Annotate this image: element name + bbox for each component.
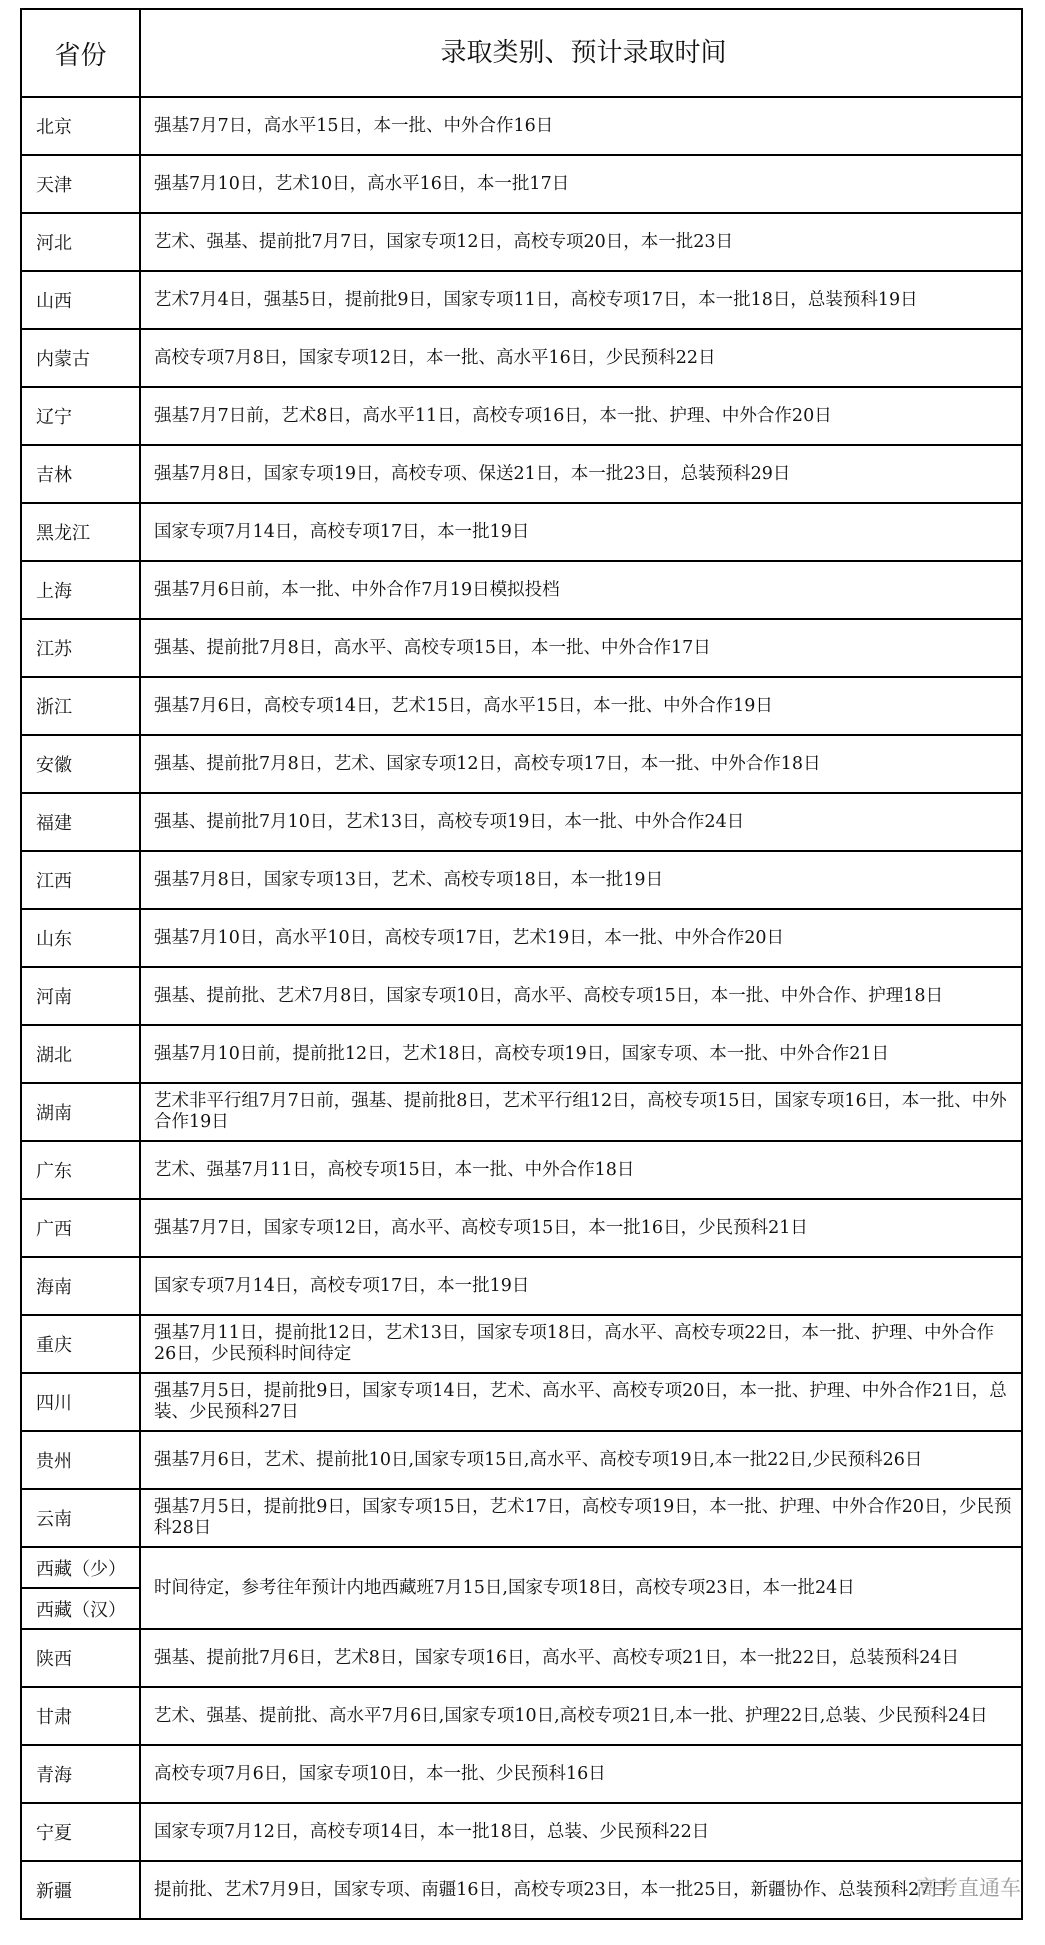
province-cell: 河北	[22, 214, 141, 270]
table-row	[22, 1372, 1021, 1430]
schedule-cell: 强基7月10日，高水平10日，高校专项17日，艺术19日，本一批、中外合作20日	[154, 927, 784, 948]
province-cell: 吉林	[22, 446, 141, 502]
schedule-cell: 强基7月6日前，本一批、中外合作7月19日模拟投档	[154, 579, 560, 600]
schedule-cell: 强基、提前批、艺术7月8日，国家专项10日，高水平、高校专项15日，本一批、中外合作、护理18日	[154, 985, 944, 1006]
schedule-cell: 国家专项7月12日，高校专项14日，本一批18日，总装、少民预科22日	[154, 1821, 710, 1842]
table-row	[22, 792, 1021, 850]
schedule-cell: 提前批、艺术7月9日，国家专项、南疆16日，高校专项23日，本一批25日，新疆协作、总装预科27日	[154, 1879, 948, 1900]
province-cell: 贵州	[22, 1432, 141, 1488]
province-cell: 山东	[22, 910, 141, 966]
schedule-cell: 高校专项7月8日，国家专项12日，本一批、高水平16日，少民预科22日	[154, 347, 716, 368]
table-row	[22, 444, 1021, 502]
table-row	[22, 1628, 1021, 1686]
header-province: 省份	[22, 10, 141, 96]
schedule-cell: 强基、提前批7月10日，艺术13日，高校专项19日，本一批、中外合作24日	[154, 811, 745, 832]
watermark: 高考直通车	[916, 1876, 1021, 1900]
schedule-cell: 强基7月8日，国家专项13日，艺术、高校专项18日，本一批19日	[154, 869, 664, 890]
schedule-cell: 强基7月7日，高水平15日，本一批、中外合作16日	[154, 115, 554, 136]
province-cell: 四川	[22, 1374, 141, 1430]
schedule-cell: 强基、提前批7月6日，艺术8日，国家专项16日，高水平、高校专项21日，本一批22日，总装预科24日	[154, 1647, 959, 1668]
table-row	[22, 1082, 1021, 1140]
province-cell: 宁夏	[22, 1804, 141, 1860]
table-row	[22, 270, 1021, 328]
schedule-cell: 艺术非平行组7月7日前，强基、提前批8日，艺术平行组12日，高校专项15日，国家专项16日，本一批、中外合作19日	[154, 1091, 1007, 1132]
province-cell: 江西	[22, 852, 141, 908]
table-row	[22, 1686, 1021, 1744]
table-row	[22, 1314, 1021, 1372]
province-tibet-han: 西藏（汉）	[22, 1587, 139, 1628]
schedule-cell: 强基7月6日，高校专项14日，艺术15日，高水平15日，本一批、中外合作19日	[154, 695, 773, 716]
table-row	[22, 386, 1021, 444]
table-row	[22, 1860, 1021, 1918]
table-row	[22, 676, 1021, 734]
province-cell: 上海	[22, 562, 141, 618]
table-row	[22, 618, 1021, 676]
schedule-cell: 艺术、强基、提前批7月7日，国家专项12日，高校专项20日，本一批23日	[154, 231, 734, 252]
table-row	[22, 734, 1021, 792]
schedule-cell: 时间待定，参考往年预计内地西藏班7月15日,国家专项18日，高校专项23日，本一批24日	[154, 1577, 855, 1598]
table-row	[22, 1488, 1021, 1546]
schedule-cell: 艺术、强基7月11日，高校专项15日，本一批、中外合作18日	[154, 1159, 635, 1180]
table-row	[22, 1744, 1021, 1802]
schedule-cell: 强基7月6日，艺术、提前批10日,国家专项15日,高水平、高校专项19日,本一批22日,少民预科26日	[154, 1449, 923, 1470]
table-row	[22, 1140, 1021, 1198]
table-row	[22, 1024, 1021, 1082]
province-cell: 北京	[22, 98, 141, 154]
province-cell: 湖北	[22, 1026, 141, 1082]
province-cell: 云南	[22, 1490, 141, 1546]
schedule-cell: 强基7月5日，提前批9日，国家专项15日，艺术17日，高校专项19日，本一批、护理、中外合作20日，少民预科28日	[154, 1497, 1012, 1538]
province-cell: 山西	[22, 272, 141, 328]
schedule-cell: 强基7月7日前，艺术8日，高水平11日，高校专项16日，本一批、护理、中外合作20日	[154, 405, 832, 426]
schedule-cell: 强基7月10日，艺术10日，高水平16日，本一批17日	[154, 173, 570, 194]
table-row	[22, 212, 1021, 270]
province-cell: 湖南	[22, 1084, 141, 1140]
schedule-cell: 强基7月10日前，提前批12日，艺术18日，高校专项19日，国家专项、本一批、中外合作21日	[154, 1043, 889, 1064]
province-cell: 浙江	[22, 678, 141, 734]
table-header	[22, 10, 1021, 96]
schedule-cell: 国家专项7月14日，高校专项17日，本一批19日	[154, 521, 530, 542]
table-row	[22, 1256, 1021, 1314]
schedule-cell: 高校专项7月6日，国家专项10日，本一批、少民预科16日	[154, 1763, 606, 1784]
province-cell: 青海	[22, 1746, 141, 1802]
schedule-cell: 强基7月5日，提前批9日，国家专项14日，艺术、高水平、高校专项20日，本一批、护理、中外合作21日，总装、少民预科27日	[154, 1381, 1007, 1422]
province-tibet-minority: 西藏（少）	[36, 1558, 126, 1580]
province-cell: 安徽	[22, 736, 141, 792]
schedule-cell: 国家专项7月14日，高校专项17日，本一批19日	[154, 1275, 530, 1296]
table-row	[22, 96, 1021, 154]
table-row	[22, 850, 1021, 908]
schedule-cell: 强基7月8日，国家专项19日，高校专项、保送21日，本一批23日，总装预科29日	[154, 463, 791, 484]
province-cell: 陕西	[22, 1630, 141, 1686]
province-cell: 甘肃	[22, 1688, 141, 1744]
table-row	[22, 154, 1021, 212]
schedule-cell: 艺术7月4日，强基5日，提前批9日，国家专项11日，高校专项17日，本一批18日，总装预科19日	[154, 289, 918, 310]
province-cell	[22, 1548, 141, 1628]
province-cell: 河南	[22, 968, 141, 1024]
schedule-cell: 强基7月7日，国家专项12日，高水平、高校专项15日，本一批16日，少民预科21日	[154, 1217, 808, 1238]
province-cell: 广西	[22, 1200, 141, 1256]
province-cell: 广东	[22, 1142, 141, 1198]
schedule-cell: 强基、提前批7月8日，艺术、国家专项12日，高校专项17日，本一批、中外合作18日	[154, 753, 821, 774]
province-cell: 新疆	[22, 1862, 141, 1918]
table-row-tibet	[22, 1546, 1021, 1628]
table-row	[22, 908, 1021, 966]
table-row	[22, 1802, 1021, 1860]
province-cell: 辽宁	[22, 388, 141, 444]
schedule-cell: 艺术、强基、提前批、高水平7月6日,国家专项10日,高校专项21日,本一批、护理22日,总装、少民预科24日	[154, 1705, 988, 1726]
table-row	[22, 328, 1021, 386]
schedule-cell: 强基、提前批7月8日，高水平、高校专项15日，本一批、中外合作17日	[154, 637, 711, 658]
admission-schedule-table	[20, 8, 1023, 1920]
header-info: 录取类别、预计录取时间	[440, 37, 727, 68]
province-cell: 重庆	[22, 1316, 141, 1372]
table-row	[22, 1198, 1021, 1256]
table-row	[22, 502, 1021, 560]
schedule-cell: 强基7月11日，提前批12日，艺术13日，国家专项18日，高水平、高校专项22日，本一批、护理、中外合作26日，少民预科时间待定	[154, 1323, 994, 1364]
province-cell: 天津	[22, 156, 141, 212]
table-row	[22, 1430, 1021, 1488]
province-cell: 海南	[22, 1258, 141, 1314]
province-cell: 黑龙江	[22, 504, 141, 560]
province-cell: 福建	[22, 794, 141, 850]
table-row	[22, 966, 1021, 1024]
province-cell: 内蒙古	[22, 330, 141, 386]
province-cell: 江苏	[22, 620, 141, 676]
table-row	[22, 560, 1021, 618]
